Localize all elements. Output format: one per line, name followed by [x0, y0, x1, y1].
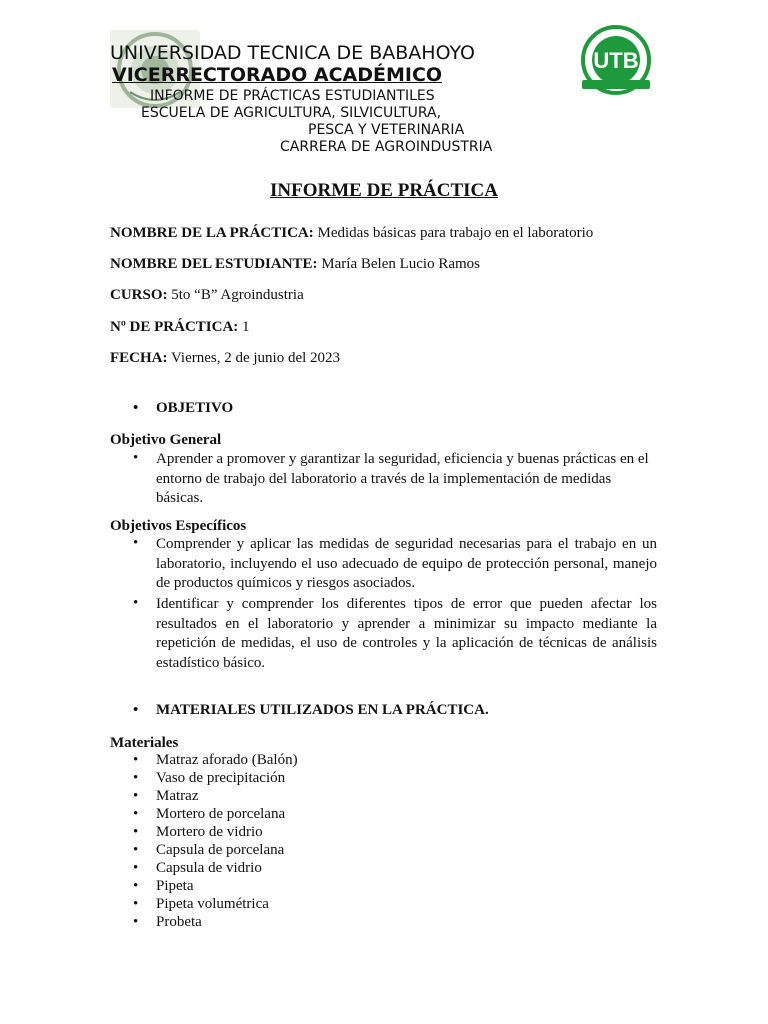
field-label: CURSO:: [110, 287, 168, 303]
bullet: •: [133, 914, 139, 930]
material-name: Vaso de precipitación: [156, 770, 286, 786]
field-nombre-practica: [110, 225, 593, 242]
field-label: NOMBRE DEL ESTUDIANTE:: [110, 256, 318, 272]
field-value: Medidas básicas para trabajo en el laboratorio: [317, 225, 594, 241]
utb-logo: [572, 24, 660, 100]
field-label: NOMBRE DE LA PRÁCTICA:: [110, 225, 314, 241]
informe-practicas-line: INFORME DE PRÁCTICAS ESTUDIANTILES: [150, 88, 435, 104]
field-value: 1: [242, 319, 250, 335]
field-value: 5to “B” Agroindustria: [171, 287, 304, 303]
objetivos-especificos-heading: Objetivos Específicos: [110, 518, 247, 534]
material-name: Mortero de porcelana: [156, 806, 286, 822]
utb-logo-letters: UTB: [593, 48, 639, 73]
material-name: Probeta: [156, 914, 202, 930]
vicerrectorado-heading: VICERRECTORADO ACADÉMICO: [112, 64, 443, 86]
objetivo-general-text: Aprender a promover y garantizar la seguridad, eficiencia y buenas prácticas en el entorno de trabajo del laboratorio a través de la implementación de medidas básicas.: [156, 451, 649, 506]
bullet: •: [133, 400, 139, 416]
material-name: Matraz aforado (Balón): [156, 752, 298, 768]
utb-logo-icon: [572, 24, 660, 100]
field-nombre-estudiante: [110, 256, 480, 273]
material-name: Pipeta volumétrica: [156, 896, 269, 912]
material-name: Mortero de vidrio: [156, 824, 263, 840]
field-label: Nº DE PRÁCTICA:: [110, 319, 239, 335]
document-title: INFORME DE PRÁCTICA: [270, 180, 498, 201]
field-label: FECHA:: [110, 350, 168, 366]
section-title: OBJETIVO: [156, 400, 234, 416]
bullet: •: [133, 842, 139, 858]
material-name: Pipeta: [156, 878, 194, 894]
bullet: •: [133, 770, 139, 786]
section-title: MATERIALES UTILIZADOS EN LA PRÁCTICA.: [156, 702, 489, 718]
bullet: •: [133, 860, 139, 876]
objetivo-especifico-text: Comprender y aplicar las medidas de seguridad necesarias para el trabajo en un laboratorio, incluyendo el uso adecuado de equipo de protección personal, manejo de productos químicos y riesgos asociados.: [156, 536, 657, 591]
field-numero-practica: [110, 319, 250, 336]
objetivo-especifico-text: Identificar y comprender los diferentes tipos de error que pueden afectar los resultados en el laboratorio y aprender a minimizar su impacto mediante la repetición de medidas, el uso de controles y la aplicación de técnicas de análisis estadístico básico.: [156, 596, 657, 671]
material-name: Matraz: [156, 788, 199, 804]
field-value: María Belen Lucio Ramos: [321, 256, 481, 272]
material-name: Capsula de vidrio: [156, 860, 262, 876]
materiales-heading: Materiales: [110, 735, 179, 751]
field-value: Viernes, 2 de junio del 2023: [170, 350, 341, 366]
escuela-line-2: PESCA Y VETERINARIA: [308, 122, 465, 138]
bullet: •: [133, 450, 139, 466]
bullet: •: [133, 824, 139, 840]
bullet: •: [133, 806, 139, 822]
bullet: •: [133, 896, 139, 912]
bullet: •: [133, 752, 139, 768]
carrera-line: CARRERA DE AGROINDUSTRIA: [280, 139, 493, 155]
bullet: •: [133, 595, 139, 611]
material-name: Capsula de porcelana: [156, 842, 285, 858]
field-curso: [110, 287, 304, 304]
bullet: •: [133, 878, 139, 894]
field-fecha: [110, 350, 340, 367]
objetivo-general-heading: Objetivo General: [110, 432, 222, 448]
university-name: UNIVERSIDAD TECNICA DE BABAHOYO: [110, 42, 476, 64]
bullet: •: [133, 535, 139, 551]
bullet: •: [133, 702, 139, 718]
bullet: •: [133, 788, 139, 804]
escuela-line-1: ESCUELA DE AGRICULTURA, SILVICULTURA,: [141, 105, 442, 121]
